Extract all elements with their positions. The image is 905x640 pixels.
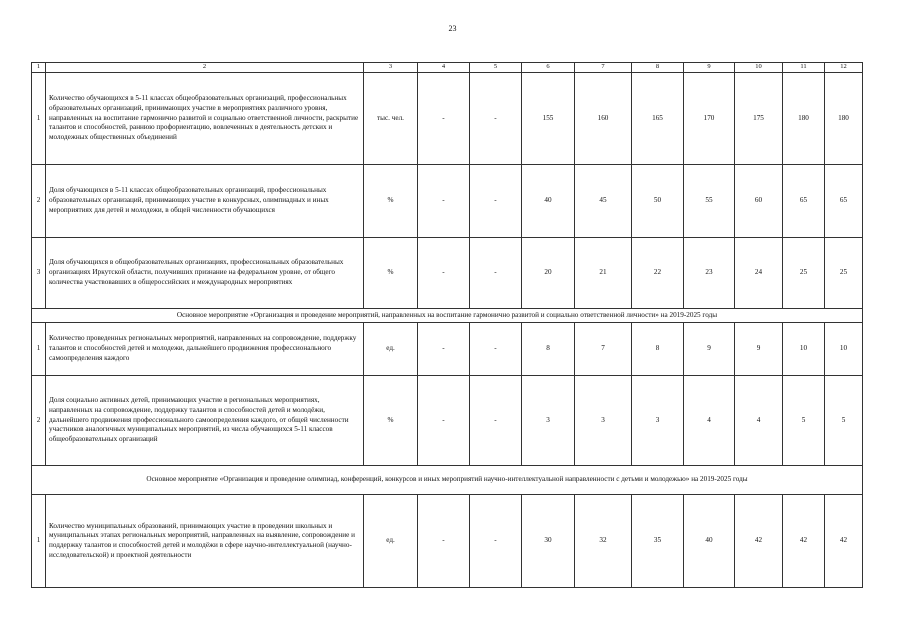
- value-cell: 30: [522, 495, 575, 588]
- value-cell: -: [470, 73, 522, 165]
- indicator-description: Количество проведенных региональных мероприятий, направленных на сопровождение, поддержку талантов и способностей детей и молодежи, дальнейшего продвижения профессионального самоопределения каждого: [46, 323, 364, 376]
- value-cell: 65: [783, 165, 825, 238]
- value-cell: 8: [632, 323, 684, 376]
- value-cell: -: [470, 238, 522, 309]
- unit-cell: ед.: [364, 323, 418, 376]
- value-cell: 25: [825, 238, 863, 309]
- value-cell: -: [418, 495, 470, 588]
- header-cell: 8: [632, 63, 684, 73]
- value-cell: 32: [575, 495, 632, 588]
- header-cell: 3: [364, 63, 418, 73]
- value-cell: 160: [575, 73, 632, 165]
- value-cell: 60: [735, 165, 783, 238]
- header-cell: 5: [470, 63, 522, 73]
- value-cell: 20: [522, 238, 575, 309]
- value-cell: 40: [522, 165, 575, 238]
- table-row: [32, 73, 863, 165]
- value-cell: 180: [825, 73, 863, 165]
- value-cell: 23: [684, 238, 735, 309]
- value-cell: 65: [825, 165, 863, 238]
- value-cell: 40: [684, 495, 735, 588]
- header-cell: 12: [825, 63, 863, 73]
- column-number-header-row: [32, 63, 863, 73]
- value-cell: 175: [735, 73, 783, 165]
- value-cell: 170: [684, 73, 735, 165]
- indicators-table: [31, 62, 863, 588]
- header-cell: 4: [418, 63, 470, 73]
- header-cell: 11: [783, 63, 825, 73]
- row-number: 1: [32, 323, 46, 376]
- row-number: 1: [32, 73, 46, 165]
- header-cell: 1: [32, 63, 46, 73]
- row-number: 3: [32, 238, 46, 309]
- value-cell: -: [418, 376, 470, 466]
- header-cell: 2: [46, 63, 364, 73]
- table-row: [32, 238, 863, 309]
- section-row: [32, 309, 863, 323]
- row-number: 2: [32, 376, 46, 466]
- unit-cell: %: [364, 376, 418, 466]
- value-cell: 3: [632, 376, 684, 466]
- value-cell: 4: [684, 376, 735, 466]
- value-cell: 25: [783, 238, 825, 309]
- table-row: [32, 376, 863, 466]
- value-cell: 4: [735, 376, 783, 466]
- header-cell: 10: [735, 63, 783, 73]
- indicator-description: Доля социально активных детей, принимающих участие в региональных мероприятиях, направленных на сопровождение, поддержку талантов и способностей детей и молодёжи, дальнейшего продвижения профессионального самоопределения каждого, от общей численности участников аналогичных муниципальных мероприятий, из числа обучающихся 5-11 классов общеобразовательных организаций: [46, 376, 364, 466]
- value-cell: -: [470, 495, 522, 588]
- value-cell: 42: [735, 495, 783, 588]
- value-cell: 10: [783, 323, 825, 376]
- value-cell: 21: [575, 238, 632, 309]
- value-cell: 10: [825, 323, 863, 376]
- value-cell: -: [470, 323, 522, 376]
- header-cell: 7: [575, 63, 632, 73]
- value-cell: -: [418, 323, 470, 376]
- value-cell: 22: [632, 238, 684, 309]
- table-row: [32, 323, 863, 376]
- unit-cell: %: [364, 165, 418, 238]
- value-cell: -: [418, 238, 470, 309]
- value-cell: 55: [684, 165, 735, 238]
- value-cell: 155: [522, 73, 575, 165]
- indicator-description: Количество обучающихся в 5-11 классах общеобразовательных организаций, профессиональных образовательных организаций, принимающих участие в мероприятиях различного уровня, направленных на воспитание гармонично развитой и социально ответственной личности, раскрытие талантов и способностей, раннюю профориентацию, вовлеченных в деятельность детских и молодежных общественных объединений: [46, 73, 364, 165]
- section-title: Основное мероприятие «Организация и проведение мероприятий, направленных на воспитание гармонично развитой и социально ответственной личности» на 2019-2025 годы: [32, 309, 863, 323]
- value-cell: 50: [632, 165, 684, 238]
- header-cell: 6: [522, 63, 575, 73]
- indicator-description: Доля обучающихся в общеобразовательных организациях, профессиональных образовательных организациях Иркутской области, получивших признание на федеральном уровне, от общего количества участвовавших в общероссийских и международных мероприятиях: [46, 238, 364, 309]
- value-cell: 5: [783, 376, 825, 466]
- value-cell: -: [418, 73, 470, 165]
- value-cell: 9: [735, 323, 783, 376]
- table-row: [32, 165, 863, 238]
- value-cell: -: [470, 165, 522, 238]
- unit-cell: %: [364, 238, 418, 309]
- table-row: [32, 495, 863, 588]
- value-cell: 42: [825, 495, 863, 588]
- row-number: 2: [32, 165, 46, 238]
- value-cell: 5: [825, 376, 863, 466]
- value-cell: 180: [783, 73, 825, 165]
- value-cell: 45: [575, 165, 632, 238]
- value-cell: -: [418, 165, 470, 238]
- value-cell: 35: [632, 495, 684, 588]
- value-cell: 165: [632, 73, 684, 165]
- value-cell: 24: [735, 238, 783, 309]
- value-cell: 7: [575, 323, 632, 376]
- header-cell: 9: [684, 63, 735, 73]
- section-title: Основное мероприятие «Организация и проведение олимпиад, конференций, конкурсов и иных мероприятий научно-интеллектуальной направленности с детьми и молодежью» на 2019-2025 годы: [32, 466, 863, 495]
- value-cell: -: [470, 376, 522, 466]
- page-number: 23: [448, 24, 457, 33]
- value-cell: 42: [783, 495, 825, 588]
- unit-cell: тыс. чел.: [364, 73, 418, 165]
- value-cell: 3: [575, 376, 632, 466]
- section-row: [32, 466, 863, 495]
- indicator-description: Количество муниципальных образований, принимающих участие в проведении школьных и муниципальных этапах региональных мероприятий, направленных на выявление, сопровождение и поддержку талантов и способностей детей и молодёжи в сфере научно-интеллектуальной (научно-исследовательской) и проектной деятельности: [46, 495, 364, 588]
- unit-cell: ед.: [364, 495, 418, 588]
- value-cell: 9: [684, 323, 735, 376]
- row-number: 1: [32, 495, 46, 588]
- value-cell: 3: [522, 376, 575, 466]
- value-cell: 8: [522, 323, 575, 376]
- indicator-description: Доля обучающихся в 5-11 классах общеобразовательных организаций, профессиональных образовательных организаций, принимающих участие в конкурсных, олимпиадных и иных мероприятиях для детей и молодежи, в общей численности обучающихся: [46, 165, 364, 238]
